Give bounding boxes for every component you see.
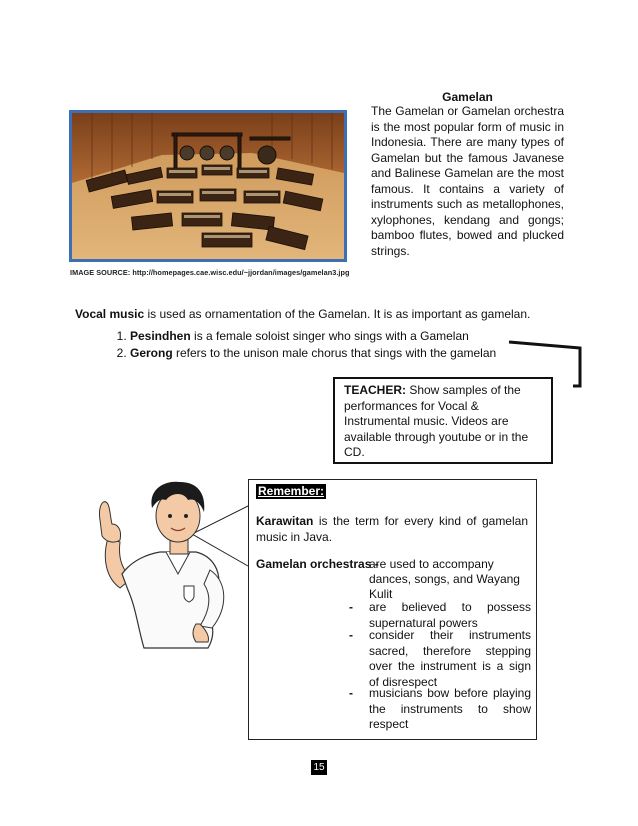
vocal-music-paragraph [75, 307, 575, 321]
gamelan-description: The Gamelan or Gamelan orchestra is the most popular form of music in Indonesia. There are many types of Gamelan but the famous Javanese and Balinese Gamelan are the most famous. It contains a variety of instruments such as metallophones, xylophones, kendang and gongs; bamboo flutes, bowed and plucked strings. [371, 104, 564, 258]
vocal-list [110, 328, 560, 362]
gamelan-orchestras-label: Gamelan orchestras - [256, 557, 379, 571]
list-item [130, 345, 560, 362]
page-number: 15 [311, 760, 327, 775]
gamelan-title: Gamelan [442, 90, 493, 104]
orchestras-item-first: are used to accompany dances, songs, and Wayang Kulit [369, 557, 520, 601]
karawitan-paragraph [256, 514, 528, 545]
dash-bullet: - [349, 600, 353, 614]
pesindhen-term: Pesindhen [130, 329, 191, 343]
gerong-term: Gerong [130, 346, 173, 360]
dash-bullet: - [349, 686, 353, 700]
orchestras-item: are believed to possess supernatural powers [369, 600, 531, 630]
teacher-text: Show samples of the performances for Vocal & Instrumental music. Videos are available through youtube or in the CD. [344, 383, 529, 459]
orchestras-item: consider their instruments sacred, therefore stepping over the instrument is a sign of disrespect [369, 628, 531, 689]
dash-bullet: - [349, 628, 353, 642]
list-item [130, 328, 560, 345]
karawitan-text: is the term for every kind of gamelan music in Java. [256, 514, 528, 544]
student-cartoon [88, 478, 253, 658]
photo-caption: IMAGE SOURCE: http://homepages.cae.wisc.edu/~jjordan/images/gamelan3.jpg [70, 268, 350, 277]
vocal-music-term: Vocal music [75, 307, 145, 321]
orchestras-item: musicians bow before playing the instruments to show respect [369, 686, 531, 731]
vocal-music-text: is used as ornamentation of the Gamelan. It is as important as gamelan. [144, 307, 531, 321]
gamelan-photo [69, 110, 347, 262]
teacher-label: TEACHER: [344, 383, 406, 397]
remember-title: Remember: [258, 484, 325, 498]
pesindhen-text: is a female soloist singer who sings with a Gamelan [190, 329, 469, 343]
karawitan-term: Karawitan [256, 514, 314, 528]
gerong-text: refers to the unison male chorus that sings with the gamelan [172, 346, 497, 360]
teacher-note-box [333, 377, 553, 464]
